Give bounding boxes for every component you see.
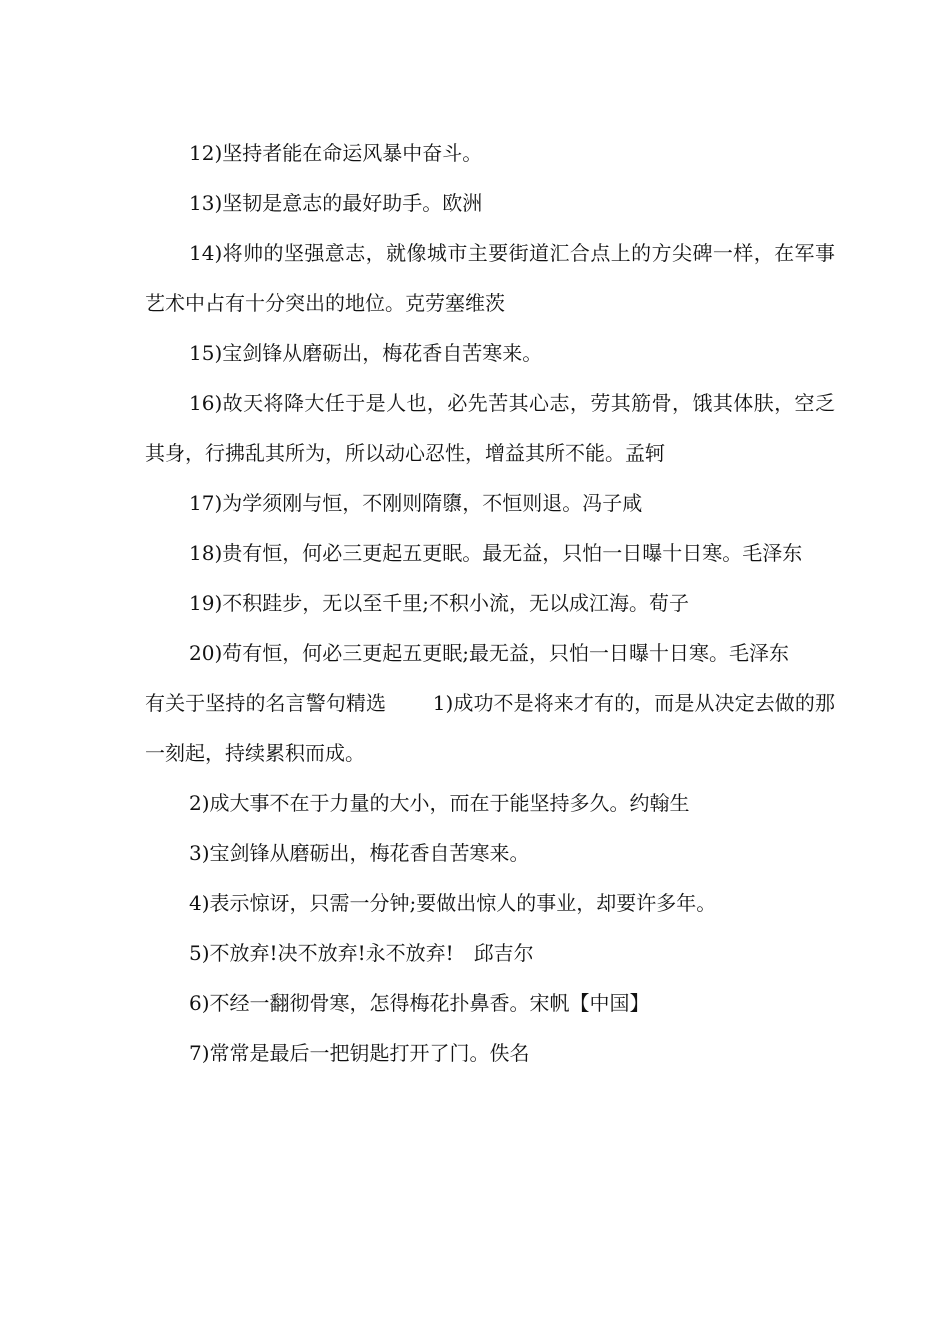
- paragraph: 7)常常是最后一把钥匙打开了门。佚名: [189, 1041, 530, 1065]
- document-body: [145, 128, 835, 1078]
- section-heading-paragraph: 有关于坚持的名言警句精选 1)成功不是将来才有的，而是从决定去做的那一刻起，持续累积而成。: [145, 691, 835, 765]
- paragraph: 19)不积跬步，无以至千里;不积小流，无以成江海。荀子: [189, 591, 689, 615]
- paragraph: 16)故天将降大任于是人也，必先苦其心志，劳其筋骨，饿其体肤，空乏其身，行拂乱其所为，所以动心忍性，增益其所不能。孟轲: [145, 391, 835, 465]
- paragraph: 15)宝剑锋从磨砺出，梅花香自苦寒来。: [189, 341, 543, 365]
- paragraph: 13)坚韧是意志的最好助手。欧洲: [189, 191, 483, 215]
- paragraph: 2)成大事不在于力量的大小，而在于能坚持多久。约翰生: [189, 791, 690, 815]
- paragraph: 5)不放弃!决不放弃!永不放弃! 邱吉尔: [189, 941, 534, 965]
- paragraph: 17)为学须刚与恒，不刚则隋隳，不恒则退。冯子咸: [189, 491, 643, 515]
- paragraph: 6)不经一翻彻骨寒，怎得梅花扑鼻香。宋帆【中国】: [189, 991, 650, 1015]
- paragraph: 12)坚持者能在命运风暴中奋斗。: [189, 141, 483, 165]
- paragraph: 20)苟有恒，何必三更起五更眠;最无益，只怕一日曝十日寒。毛泽东: [189, 641, 789, 665]
- paragraph: 18)贵有恒，何必三更起五更眠。最无益，只怕一日曝十日寒。毛泽东: [189, 541, 803, 565]
- paragraph: 4)表示惊讶，只需一分钟;要做出惊人的事业，却要许多年。: [189, 891, 717, 915]
- paragraph: 14)将帅的坚强意志，就像城市主要街道汇合点上的方尖碑一样，在军事艺术中占有十分突出的地位。克劳塞维茨: [145, 241, 835, 315]
- paragraph: 3)宝剑锋从磨砺出，梅花香自苦寒来。: [189, 841, 530, 865]
